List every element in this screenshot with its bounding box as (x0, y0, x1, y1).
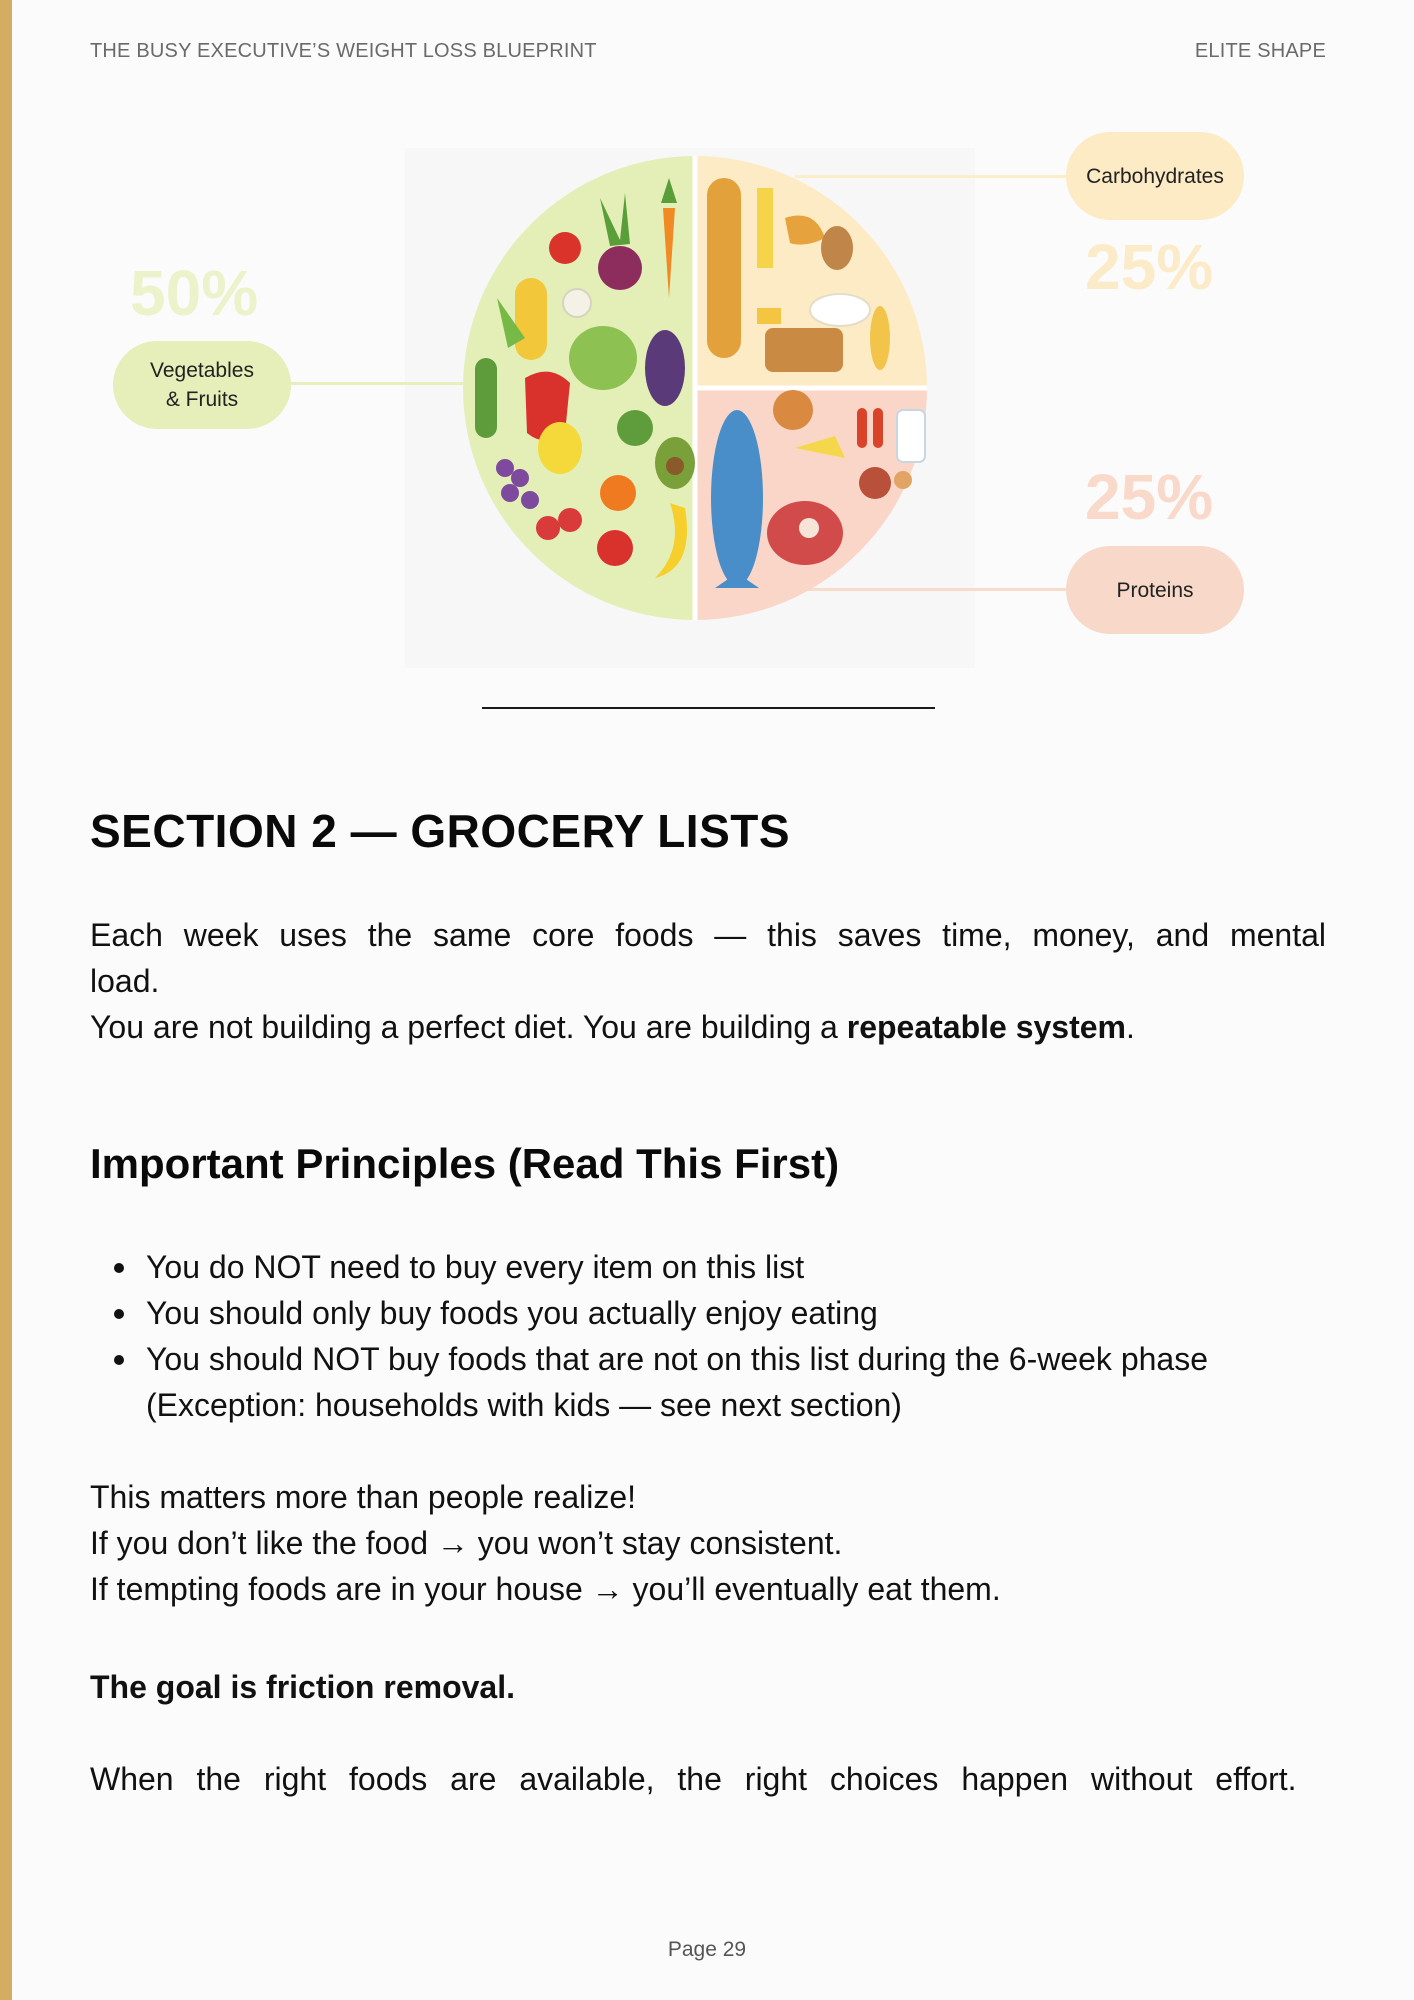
meatball-icon (859, 467, 891, 499)
garlic-icon (563, 289, 591, 317)
proteins-percentage: 25% (1085, 461, 1214, 533)
eggplant-icon (645, 330, 685, 406)
principles-list (90, 1244, 1326, 1428)
matters-line-3: If tempting foods are in your house → you’ll eventually eat them. (90, 1571, 1001, 1607)
page-number: Page 29 (667, 1938, 747, 1961)
tomato-icon (549, 232, 581, 264)
vegetables-label-line2: & Fruits (165, 388, 239, 411)
cucumber-icon (475, 358, 497, 438)
header-book-title: THE BUSY EXECUTIVE’S WEIGHT LOSS BLUEPRINT (90, 40, 597, 62)
list-item: You should only buy foods you actually enjoy eating (90, 1290, 1326, 1336)
lemon-icon (538, 422, 582, 474)
egg-icon (894, 471, 912, 489)
proteins-label-pill (1066, 546, 1244, 634)
intro-paragraph: Each week uses the same core foods — this saves time, money, and mental load. (90, 917, 1326, 999)
toast-bread-icon (765, 328, 843, 372)
vegetables-label-pill (113, 341, 291, 429)
wheat-icon (870, 306, 890, 370)
section-divider (482, 707, 935, 709)
orange-icon (600, 475, 636, 511)
broccoli-icon (617, 410, 653, 446)
page-side-bar (0, 0, 12, 2000)
section-title: SECTION 2 — GROCERY LISTS (90, 805, 791, 857)
running-header (90, 40, 1326, 63)
strawberry-icon (536, 516, 560, 540)
apple-icon (597, 530, 633, 566)
potato-icon (821, 226, 853, 270)
list-item: You do NOT need to buy every item on this list (90, 1244, 1326, 1290)
beet-icon (598, 246, 642, 290)
intro-system-prefix: You are not building a perfect diet. You are building a (90, 1009, 847, 1045)
intro-system-suffix: . (1126, 1009, 1135, 1045)
corn-icon (515, 278, 547, 360)
intro-system-line (90, 1004, 1326, 1050)
lettuce-icon (569, 326, 637, 390)
rice-bowl-icon (810, 294, 870, 326)
header-brand: ELITE SHAPE (1194, 40, 1326, 62)
sausage-icon (857, 408, 867, 448)
pasta-icon (757, 188, 773, 268)
chicken-leg-icon (773, 390, 813, 430)
list-item: You should NOT buy foods that are not on this list during the 6-week phase (Exception: households with kids — see next section) (90, 1336, 1326, 1428)
carbohydrates-label-pill (1066, 132, 1244, 220)
milk-bottle-icon (897, 410, 925, 462)
matters-paragraph (90, 1474, 1326, 1612)
matters-line-2: If you don’t like the food → you won’t stay consistent. (90, 1525, 843, 1561)
principles-heading: Important Principles (Read This First) (90, 1140, 840, 1187)
cereal-icon (757, 308, 781, 324)
matters-line-1: This matters more than people realize! (90, 1479, 637, 1515)
carbohydrates-percentage: 25% (1085, 231, 1214, 303)
vegetables-label-line1: Vegetables (150, 359, 254, 382)
goal-statement: The goal is friction removal. (90, 1669, 515, 1705)
grapes-icon (496, 459, 514, 477)
closing-paragraph: When the right foods are available, the right choices happen without effort. (90, 1761, 1297, 1797)
healthy-plate-illustration (405, 148, 975, 668)
carbohydrates-label: Carbohydrates (1086, 164, 1224, 188)
proteins-label: Proteins (1116, 578, 1194, 602)
fish-icon (711, 410, 763, 586)
intro-system-bold: repeatable system (846, 1009, 1126, 1045)
vegetables-percentage: 50% (130, 257, 259, 329)
bread-loaf-icon (707, 178, 741, 358)
